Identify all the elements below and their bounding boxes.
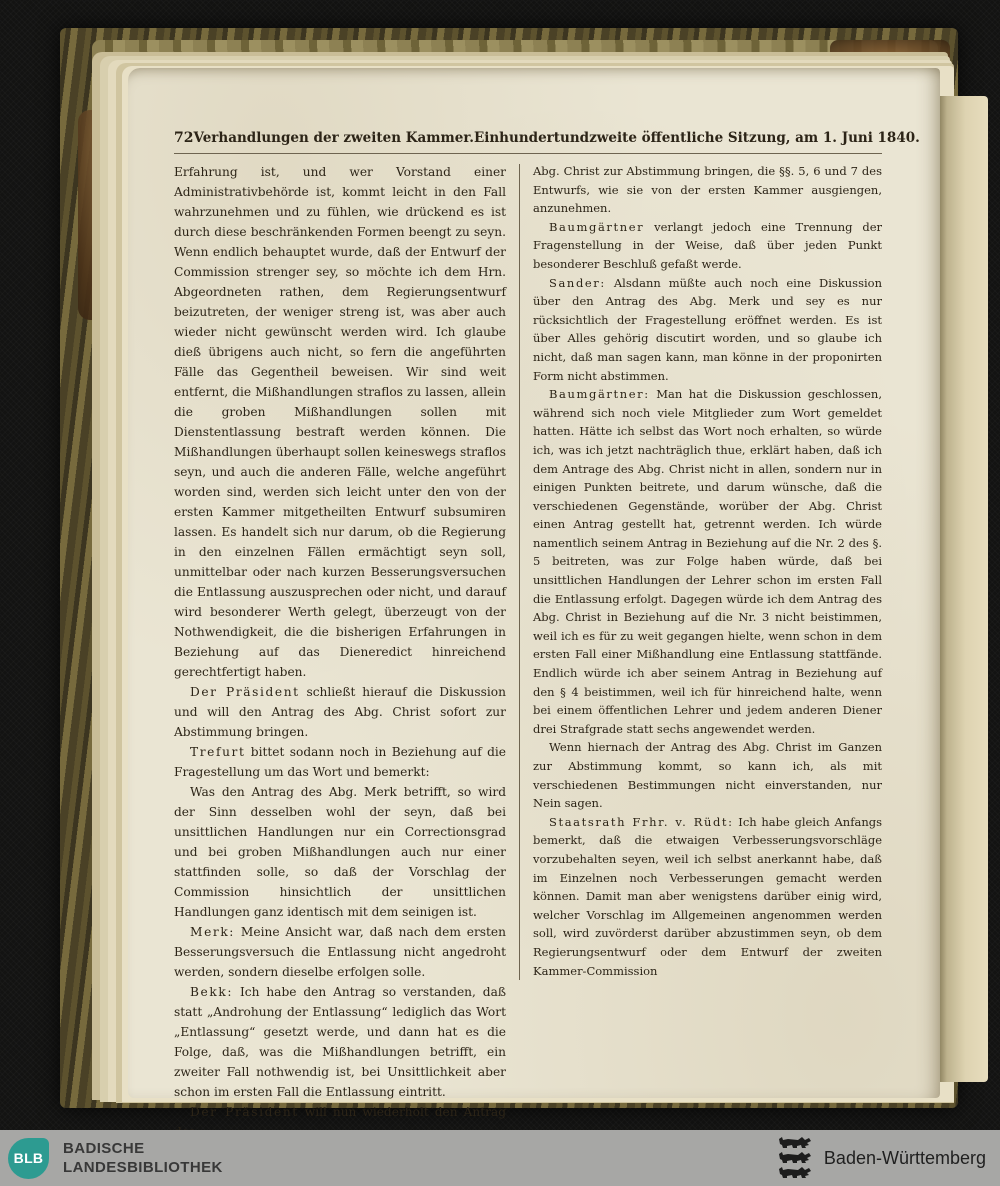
header-title-left: Verhandlungen der zweiten Kammer.: [193, 130, 474, 146]
paragraph-text: Abg. Christ zur Abstimmung bringen, die §§. 5, 6 und 7 des Entwurfs, wie sie von der ersten Kammer ausgiengen, anzunehmen.: [533, 164, 882, 216]
paragraph-text: will nun wiederholt den Antrag: [304, 1105, 506, 1119]
paragraph-text: Meine Ansicht war, daß nach dem ersten Besserungsversuch die Entlassung nicht angedroht werden, sondern dieselbe erfolgen solle.: [174, 925, 506, 979]
paragraph: [533, 813, 882, 980]
page-number: 72: [174, 130, 194, 146]
blb-logo-text: BLB: [13, 1150, 44, 1166]
paragraph: [174, 742, 506, 782]
paragraph-text: schließt hierauf die Diskussion und will den Antrag des Abg. Christ sofort zur Abstimmung bringen.: [174, 685, 506, 739]
three-lions-crest-icon: [778, 1136, 812, 1180]
library-name-line2: LANDESBIBLIOTHEK: [63, 1159, 223, 1176]
right-column: [533, 162, 882, 984]
speaker-name: Baumgärtner: [549, 219, 645, 234]
paragraph: [533, 162, 882, 218]
paragraph-text: Alsdann müßte auch noch eine Diskussion über den Antrag des Abg. Merk und sey es nur rücksichtlich der Fragestellung eröffnet werden. Es ist über Alles gehörig discutirt worden, und so glaube ich nicht, daß man sagen kann, man könne in der proponirten Form nicht abstimmen.: [533, 275, 882, 383]
paragraph: [174, 162, 506, 682]
branding-footer-bar: [0, 1130, 1000, 1186]
column-divider: [519, 164, 520, 980]
paragraph: [533, 385, 882, 738]
left-column: [174, 162, 506, 1119]
paragraph-text: Man hat die Diskussion geschlossen, während sich noch viele Mitglieder zum Wort gemeldet hatten. Hätte ich selbst das Wort noch erhalten, so würde ich, was ich jetzt nachträglich thue, erklärt haben, daß ich dem Antrage des Abg. Christ nicht in allen, sondern nur in einigen Punkten beitrete, und darum wünsche, daß die verschiedenen Gegenstände, worüber der Abg. Christ einen Antrag gestellt hat, getrennt werden. Ich würde namentlich seinem Antrag in Beziehung auf die Nr. 2 des §. 5 beitreten, was zur Folge haben würde, daß bei unsittlichen Handlungen der Lehrer schon im ersten Fall die Entlassung erfolgt. Dagegen würde ich dem Antrag des Abg. Christ in Beziehung auf die Nr. 3 nicht beistimmen, weil ich es für zu weit gegangen hielte, wenn schon in dem ersten Fall einer Mißhandlung eine Entlassung stattfände. Endlich würde ich aber seinem Antrag in Beziehung auf den § 4 beistimmen, weil ich für hinreichend halte, wenn bei einem öffentlichen Lehrer und jedem anderen Diener drei Strafgrade statt sechs angewendet werden.: [533, 387, 882, 736]
page-header: [174, 130, 920, 154]
paragraph-text: Erfahrung ist, und wer Vorstand einer Administrativbehörde ist, kommt leicht in den Fall wahrzunehmen und zu fühlen, wie drückend es ist durch diese beschränkenden Formen beengt zu seyn. Wenn endlich behauptet wurde, daß der Entwurf der Commission strenger sey, so möchte ich dem Hrn. Abgeordneten rathen, dem Regierungsentwurf beizutreten, der weniger streng ist, was aber auch wieder nicht gewünscht werden wird. Ich glaube dieß übrigens auch nicht, so fern die angeführten Fälle das Gegentheil beweisen. Wir sind weit entfernt, die Mißhandlungen straflos zu lassen, allein die groben Mißhandlungen sollen mit Dienstentlassung bestraft werden können. Die Mißhandlungen überhaupt sollen keineswegs straflos seyn, und auch die anderen Fälle, welche angeführt worden sind, werden sich leicht unter den von der ersten Kammer mitgetheilten Entwurf subsumiren lassen. Es handelt sich nur darum, ob die Regierung in den einzelnen Fällen ermächtigt seyn soll, unmittelbar oder nach kurzen Besserungsversuchen die Entlassung auszusprechen oder nicht, und darauf wird besonderer Werth gelegt, überzeugt von der Nothwendigkeit, die die bisherigen Erfahrungen in Beziehung auf das Dieneredict hinreichend gerechtfertigt haben.: [174, 165, 506, 679]
page-content: [174, 130, 920, 1119]
paragraph-text: verlangt jedoch eine Trennung der Fragenstellung in der Weise, daß über jeden Punkt besonderer Beschluß gefaßt werde.: [533, 219, 882, 271]
paragraph: [174, 922, 506, 982]
paragraph: [533, 274, 882, 386]
paragraph-text: bittet sodann noch in Beziehung auf die Fragestellung um das Wort und bemerkt:: [174, 745, 506, 779]
paragraph: [174, 782, 506, 922]
library-name-line1: BADISCHE: [63, 1140, 145, 1157]
speaker-name: Trefurt: [190, 745, 246, 759]
paragraph-text: Ich habe gleich Anfangs bemerkt, daß die etwaigen Verbesserungsvorschläge vorzubehalten seyen, weil ich selbst anerkannt habe, daß im Einzelnen noch Verbesserungen gemacht werden können. Damit man aber wenigstens darüber einig wird, welcher Vorschlag im Allgemeinen angenommen werden soll, wird zuvörderst darüber abzustimmen seyn, ob dem Regierungsentwurf oder dem Entwurf der zweiten Kammer-Commission: [533, 814, 882, 978]
paragraph: [533, 738, 882, 812]
paragraph-text: Ich habe den Antrag so verstanden, daß statt „Androhung der Entlassung“ lediglich das Wort „Entlassung“ gesetzt werde, und dann hat es die Folge, daß, was die Mißhandlungen betrifft, ein zweiter Fall nothwendig ist, bei Unsittlichkeit aber schon im ersten Fall die Entlassung eintritt.: [174, 985, 506, 1099]
text-columns: [174, 162, 882, 1119]
speaker-name: Bekk:: [190, 985, 234, 999]
speaker-name: Sander:: [549, 275, 606, 290]
speaker-name: Der Präsident: [190, 685, 300, 699]
speaker-name: Baumgärtner:: [549, 387, 650, 402]
speaker-name: Staatsrath Frhr. v. Rüdt:: [549, 814, 734, 829]
paragraph-text: Wenn hiernach der Antrag des Abg. Christ im Ganzen zur Abstimmung kommt, so kann ich, als mit verschiedenen Bestimmungen nicht einverstanden, nur Nein sagen.: [533, 740, 882, 811]
paragraph-text: Was den Antrag des Abg. Merk betrifft, so wird der Sinn desselben wohl der seyn, daß bei unsittlichen Handlungen nur ein Correctionsgrad und bei groben Mißhandlungen auch nur einer stattfinden solle, so daß der Vorschlag der Commission hinsichtlich der unsittlichen Handlungen ganz identisch mit dem seinigen ist.: [174, 785, 506, 919]
speaker-name: Der Präsident: [190, 1105, 299, 1119]
next-page-edge: [938, 96, 988, 1082]
paragraph: [174, 982, 506, 1102]
blb-logo-icon: [8, 1138, 49, 1179]
paragraph: [174, 682, 506, 742]
speaker-name: Merk:: [190, 925, 236, 939]
page-scan: [128, 68, 940, 1119]
state-branding: [778, 1136, 986, 1180]
state-name: Baden-Württemberg: [823, 1147, 986, 1168]
header-title-right: Einhundertundzweite öffentliche Sitzung, am 1. Juni 1840.: [473, 130, 920, 146]
paragraph: [533, 218, 882, 274]
library-name: [63, 1139, 223, 1177]
